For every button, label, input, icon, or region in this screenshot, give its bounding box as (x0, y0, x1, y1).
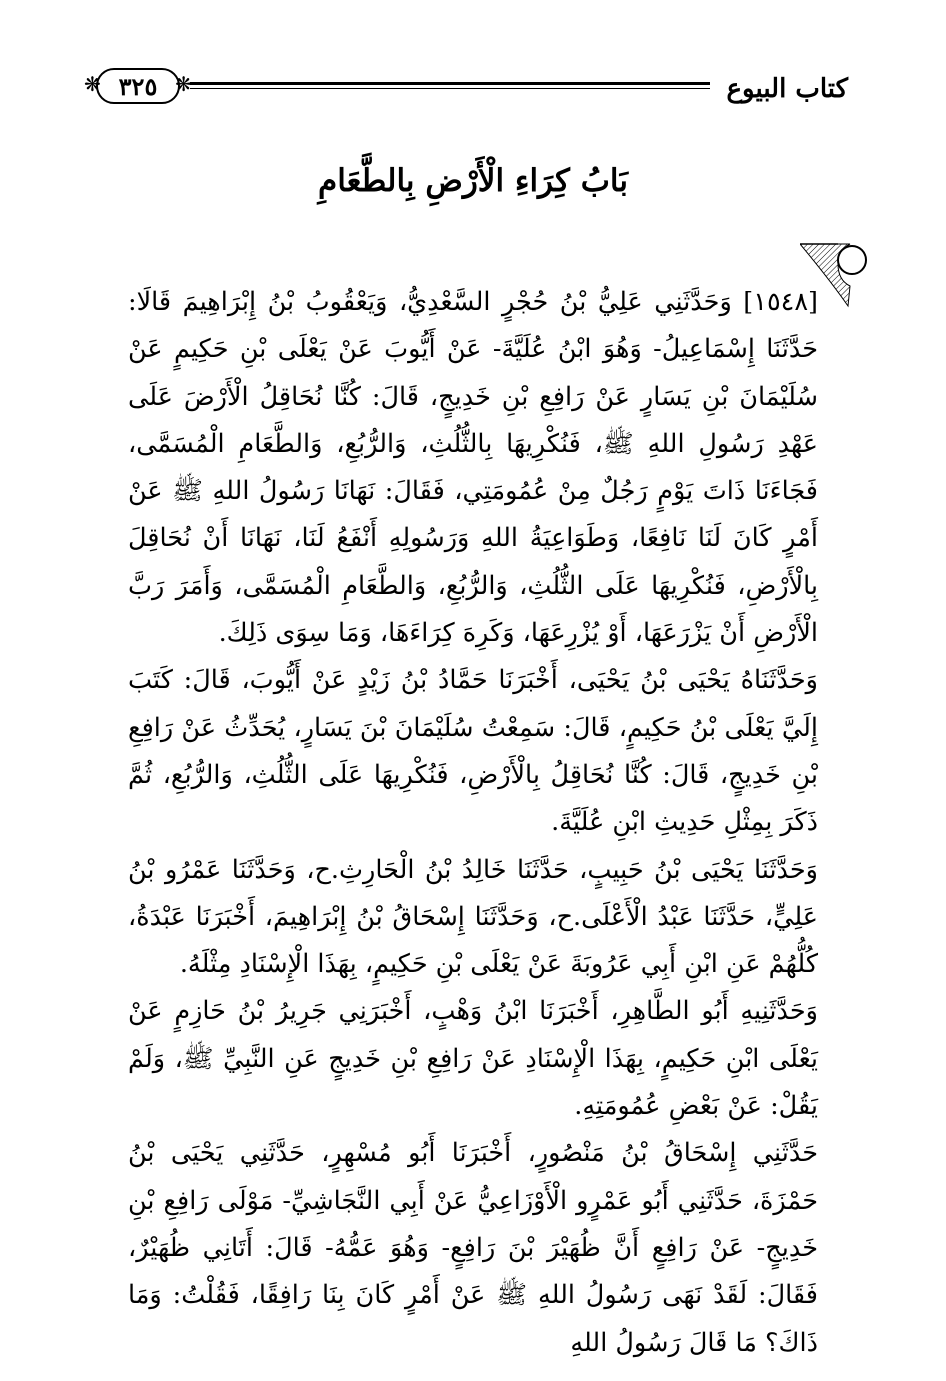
ornament-right-icon: ❋ (175, 72, 192, 96)
page-number: ٣٢٥ (118, 71, 158, 101)
paragraph-hammad-chain: وَحَدَّثَنَاهُ يَحْيَى بْنُ يَحْيَى، أَخْبَرَنَا حَمَّادُ بْنُ زَيْدٍ عَنْ أَيُّوبَ، قَالَ: كَتَبَ إِلَيَّ يَعْلَى بْنُ حَكِيمٍ، قَالَ: سَمِعْتُ سُلَيْمَانَ بْنَ يَسَارٍ، يُحَدِّثُ عَنْ رَافِعِ بْنِ خَدِيجٍ، قَالَ: كُنَّا نُحَاقِلُ بِالْأَرْضِ، فَنُكْرِيهَا عَلَى الثُّلُثِ، وَالرُّبُعِ، ثُمَّ ذَكَرَ بِمِثْلِ حَدِيثِ ابْنِ عُلَيَّةَ. (128, 665, 818, 838)
ornament-left-icon: ❋ (84, 72, 101, 96)
hadith-text (128, 279, 818, 1367)
paragraph-abu-tahir-chain: وَحَدَّثَنِيهِ أَبُو الطَّاهِرِ، أَخْبَرَنَا ابْنُ وَهْبٍ، أَخْبَرَنِي جَرِيرُ بْنُ حَازِمٍ عَنْ يَعْلَى ابْنِ حَكِيمٍ، بِهَذَا الْإِسْنَادِ عَنْ رَافِعِ بْنِ خَدِيجٍ عَنِ النَّبِيِّ ﷺ، وَلَمْ يَقُلْ: عَنْ بَعْضِ عُمُومَتِهِ. (128, 996, 818, 1122)
book-title: كتاب البيوع (726, 74, 848, 104)
page-header (84, 70, 848, 120)
page-number-badge (84, 66, 192, 106)
paragraph-1548: [١٥٤٨] وَحَدَّثَنِي عَلِيُّ بْنُ حُجْرٍ السَّعْدِيُّ، وَيَعْقُوبُ بْنُ إِبْرَاهِيمَ قَالَا: حَدَّثَنَا إِسْمَاعِيلُ- وَهُوَ ابْنُ عُلَيَّةَ- عَنْ أَيُّوبَ عَنْ يَعْلَى بْنِ حَكِيمٍ عَنْ سُلَيْمَانَ بْنِ يَسَارٍ عَنْ رَافِعِ بْنِ خَدِيجٍ، قَالَ: كُنَّا نُحَاقِلُ الْأَرْضَ عَلَى عَهْدِ رَسُولِ اللهِ ﷺ، فَنُكْرِيهَا بِالثُّلُثِ، وَالرُّبُعِ، وَالطَّعَامِ الْمُسَمَّى، فَجَاءَنَا ذَاتَ يَوْمٍ رَجُلٌ مِنْ عُمُومَتِي، فَقَالَ: نَهَانَا رَسُولُ اللهِ ﷺ عَنْ أَمْرٍ كَانَ لَنَا نَافِعًا، وَطَوَاعِيَةُ اللهِ وَرَسُولِهِ أَنْفَعُ لَنَا، نَهَانَا أَنْ نُحَاقِلَ بِالْأَرْضِ، فَنُكْرِيهَا عَلَى الثُّلُثِ، وَالرُّبُعِ، وَالطَّعَامِ الْمُسَمَّى، وَأَمَرَ رَبَّ الْأَرْضِ أَنْ يَزْرَعَهَا، أَوْ يُزْرِعَهَا، وَكَرِهَ كِرَاءَهَا، وَمَا سِوَى ذَلِكَ. (128, 287, 818, 649)
header-rule (190, 82, 710, 96)
paragraph-abu-aruba-chain: وَحَدَّثَنَا يَحْيَى بْنُ حَبِيبٍ، حَدَّثَنَا خَالِدُ بْنُ الْحَارِثِ.ح، وَحَدَّثَنَا عَمْرُو بْنُ عَلِيٍّ، حَدَّثَنَا عَبْدُ الْأَعْلَى.ح، وَحَدَّثَنَا إِسْحَاقُ بْنُ إِبْرَاهِيمَ، أَخْبَرَنَا عَبْدَةُ، كُلُّهُمْ عَنِ ابْنِ أَبِي عَرُوبَةَ عَنْ يَعْلَى بْنِ حَكِيمٍ، بِهَذَا الْإِسْنَادِ مِثْلَهُ. (128, 854, 818, 980)
chapter-title: بَابُ كِرَاءِ الْأَرْضِ بِالطَّعَامِ (318, 163, 628, 199)
paragraph-zuhair-hadith: حَدَّثَنِي إِسْحَاقُ بْنُ مَنْصُورٍ، أَخْبَرَنَا أَبُو مُسْهِرٍ، حَدَّثَنِي يَحْيَى بْنُ حَمْزَةَ، حَدَّثَنِي أَبُو عَمْرٍو الْأَوْزَاعِيُّ عَنْ أَبِي النَّجَاشِيِّ- مَوْلَى رَافِعِ بْنِ خَدِيجٍ- عَنْ رَافِعٍ أَنَّ ظُهَيْرَ بْنَ رَافِعٍ- وَهُوَ عَمُّهُ- قَالَ: أَتَانِي ظُهَيْرٌ، فَقَالَ: لَقَدْ نَهَى رَسُولُ اللهِ ﷺ عَنْ أَمْرٍ كَانَ بِنَا رَافِقًا، فَقُلْتُ: وَمَا ذَاكَ؟ مَا قَالَ رَسُولُ اللهِ (128, 1138, 818, 1358)
